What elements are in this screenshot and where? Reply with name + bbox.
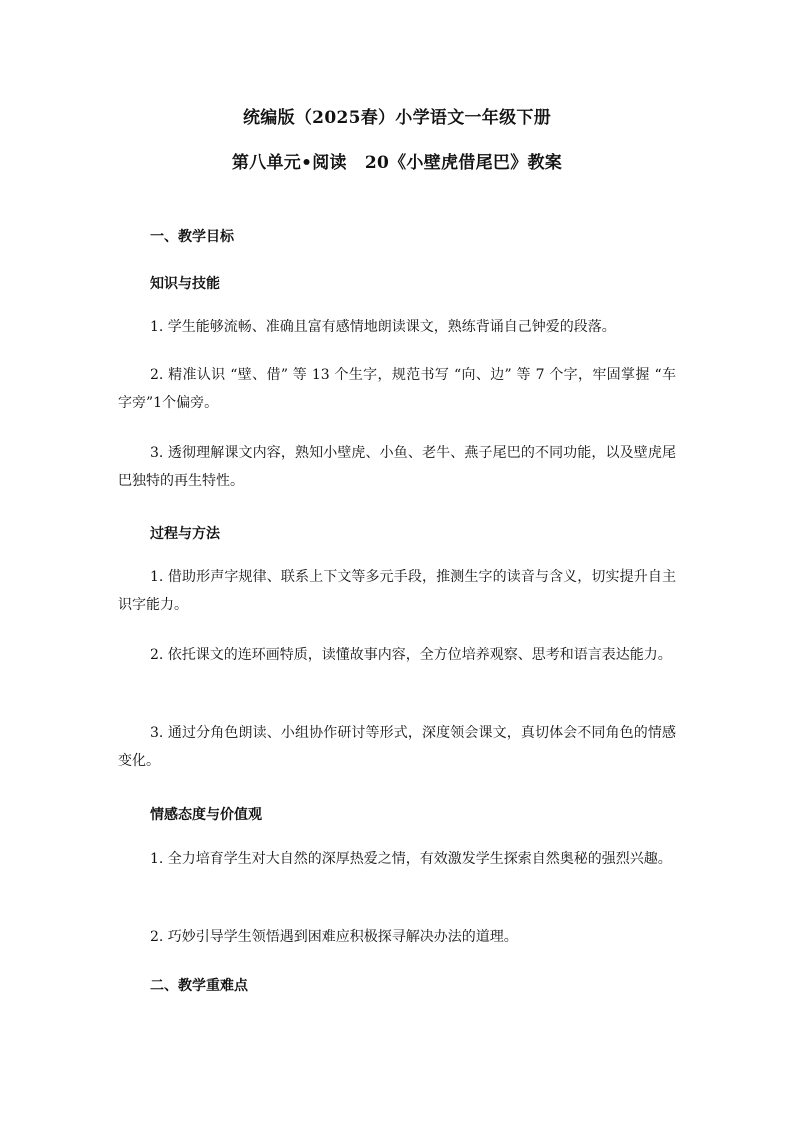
objectives-heading: 一、教学目标 <box>150 229 234 245</box>
document-subtitle <box>0 148 794 173</box>
knowledge-heading: 知识与技能 <box>150 276 220 292</box>
subtitle-unit: 第八单元•阅读 <box>231 153 347 173</box>
difficulties-heading: 二、教学重难点 <box>150 978 248 994</box>
knowledge-item-3: 3. 透彻理解课文内容，熟知小壁虎、小鱼、老牛、燕子尾巴的不同功能，以及壁虎尾巴独特的再生特性。 <box>118 445 676 489</box>
process-heading: 过程与方法 <box>150 526 220 542</box>
process-item-2: 2. 依托课文的连环画特质，读懂故事内容，全方位培养观察、思考和语言表达能力。 <box>150 647 672 663</box>
emotion-item-1: 1. 全力培育学生对大自然的深厚热爱之情，有效激发学生探索自然奥秘的强烈兴趣。 <box>150 851 672 867</box>
knowledge-item-2: 2. 精准认识 “壁、借” 等 13 个生字，规范书写 “向、边” 等 7 个字，牢固掌握 “车字旁”1个偏旁。 <box>118 367 676 411</box>
knowledge-item-1: 1. 学生能够流畅、准确且富有感情地朗读课文，熟练背诵自己钟爱的段落。 <box>150 319 616 335</box>
emotion-heading: 情感态度与价值观 <box>150 807 262 823</box>
emotion-item-2: 2. 巧妙引导学生领悟遇到困难应积极探寻解决办法的道理。 <box>150 929 518 945</box>
process-item-3: 3. 通过分角色朗读、小组协作研讨等形式，深度领会课文，真切体会不同角色的情感变化。 <box>118 725 676 769</box>
subtitle-lesson: 20《小壁虎借尾巴》教案 <box>364 153 563 173</box>
document-title: 统编版（2025春）小学语文一年级下册 <box>242 108 551 128</box>
process-item-1: 1. 借助形声字规律、联系上下文等多元手段，推测生字的读音与含义，切实提升自主识字能力。 <box>118 569 676 613</box>
